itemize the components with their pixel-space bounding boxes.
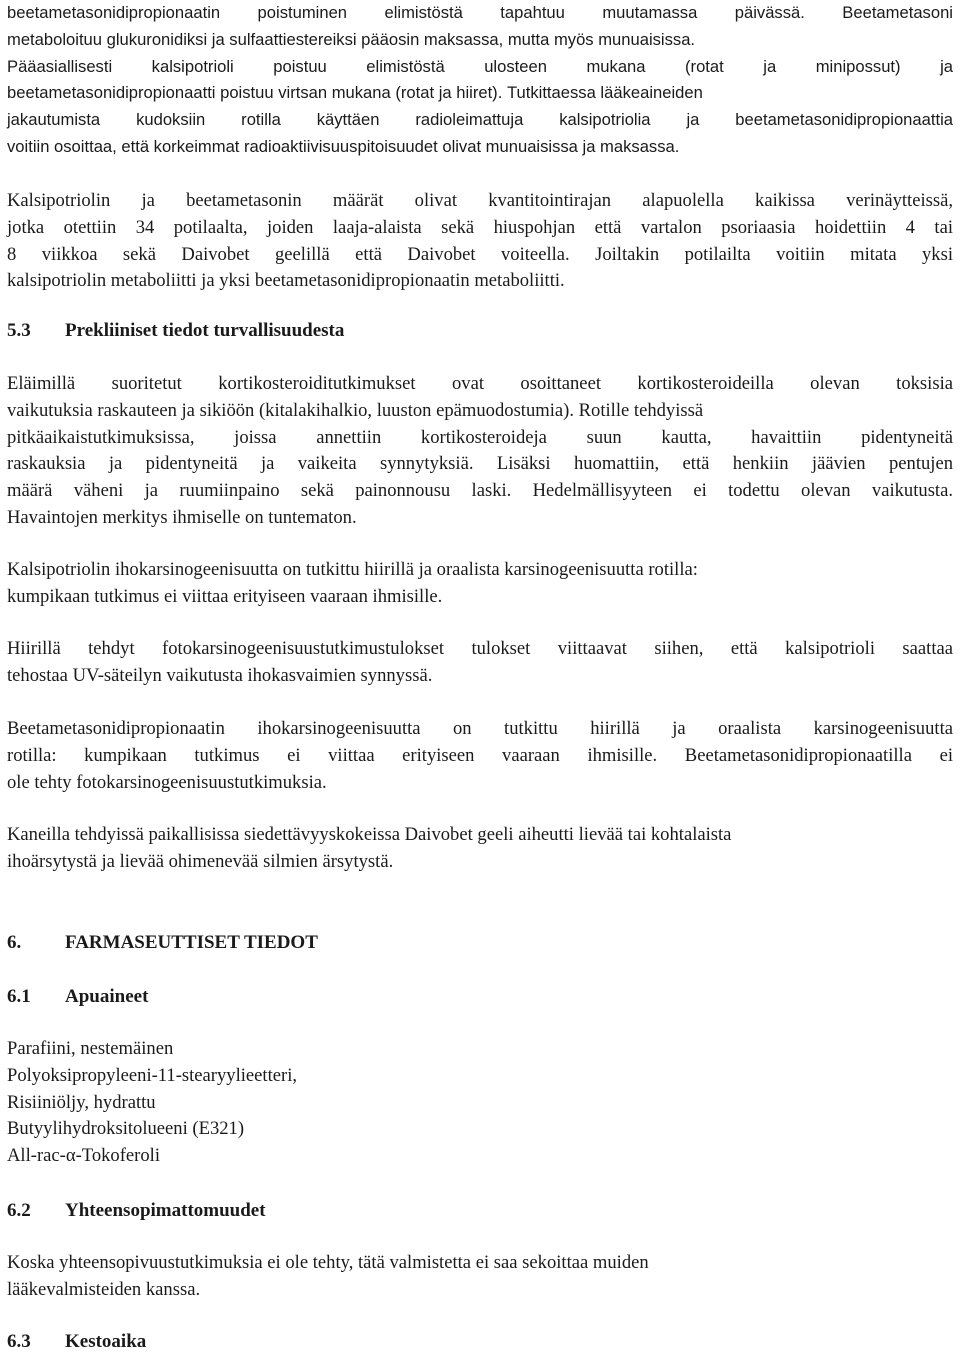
photocarcinogenicity-paragraph (7, 636, 953, 690)
text-line: tehostaa UV-säteilyn vaikutusta ihokasvaimien synnyssä. (7, 664, 433, 686)
section-number: 6.3 (7, 1331, 31, 1352)
text-line: Kaneilla tehdyissä paikallisissa siedettävyyskokeissa Daivobet geeli aiheutti lievää tai kohtalaista (7, 824, 732, 845)
rabbit-tolerance-paragraph (7, 822, 953, 876)
excipients-list (7, 1036, 953, 1170)
animal-studies-paragraph (7, 371, 953, 532)
incompatibilities-paragraph (7, 1250, 953, 1304)
section-title: Yhteensopimattomuudet (65, 1200, 266, 1221)
text-line: Havaintojen merkitys ihmiselle on tuntematon. (7, 506, 357, 528)
section-heading-6-2 (7, 1198, 266, 1224)
kalsipotriol-carcinogenicity-paragraph (7, 557, 953, 611)
section-number: 6. (7, 932, 22, 953)
text-fragment: beetametasonidipropionaatti poistuu virtsan mukana (rotat ja hiiret). (7, 83, 503, 103)
excipient-item: All-rac-α-Tokoferoli (7, 1145, 160, 1167)
section-number: 6.1 (7, 986, 31, 1007)
text-line: ole tehty fotokarsinogeenisuustutkimuksia. (7, 771, 327, 793)
text-line: Beetametasonidipropionaatin ihokarsinogeenisuutta on tutkittu hiirillä ja oraalista karsinogeenisuutta (7, 718, 953, 739)
section-heading-6-1 (7, 984, 148, 1010)
excipient-item: Butyylihydroksitolueeni (E321) (7, 1118, 245, 1140)
betamethasone-carcinogenicity-paragraph (7, 716, 953, 796)
text-line: kalsipotriolin metaboliitti ja yksi beetametasonidipropionaatin metaboliitti. (7, 270, 565, 292)
text-line: 8 viikkoa sekä Daivobet geelillä että Daivobet voiteella. Joiltakin potilailta voitiin mitata yksi (7, 243, 953, 265)
text-line: jotka otettiin 34 potilaalta, joiden laaja-alaista sekä hiuspohjan että vartalon psoriaasia hoidettiin 4 tai (7, 216, 953, 238)
text-line: metaboloituu glukuronidiksi ja sulfaattiestereiksi pääosin maksassa, mutta myös munuaisissa. (7, 29, 696, 49)
section-number: 5.3 (7, 320, 31, 341)
text-line: beetametasonidipropionaatin poistuminen elimistöstä tapahtuu muutamassa päivässä. Beetametasoni (7, 3, 953, 22)
text-line: Hiirillä tehdyt fotokarsinogeenisuustutkimustulokset tulokset viittaavat siihen, että kalsipotrioli saattaa (7, 638, 953, 659)
text-line: raskauksia ja pidentyneitä ja vaikeita synnytyksiä. Lisäksi huomattiin, että henkiin jäävien pentujen (7, 453, 953, 475)
text-fragment: Tutkittaessa lääkeaineiden (506, 83, 703, 103)
section-title: Apuaineet (65, 986, 149, 1007)
text-line: kumpikaan tutkimus ei viittaa erityiseen vaaraan ihmisille. (7, 585, 443, 607)
section-heading-6 (7, 930, 318, 956)
section-title: FARMASEUTTISET TIEDOT (65, 932, 318, 953)
excipient-item: Risiiniöljy, hydrattu (7, 1091, 156, 1113)
section-title: Prekliiniset tiedot turvallisuudesta (65, 320, 345, 341)
text-line: rotilla: kumpikaan tutkimus ei viittaa erityiseen vaaraan ihmisille. Beetametasonidipropionaatilla ei (7, 744, 953, 766)
section-heading-6-3 (7, 1329, 146, 1355)
text-line: lääkevalmisteiden kanssa. (7, 1278, 201, 1300)
section-number: 6.2 (7, 1200, 31, 1221)
text-line: Kalsipotriolin ja beetametasonin määrät olivat kvantitointirajan alapuolella kaikissa verinäytteissä, (7, 190, 953, 211)
section-title: Kestoaika (65, 1331, 147, 1352)
excipient-item: Parafiini, nestemäinen (7, 1038, 174, 1059)
text-line: Kalsipotriolin ihokarsinogeenisuutta on tutkittu hiirillä ja oraalista karsinogeenisuutta rotilla: (7, 559, 698, 580)
text-line: voitiin osoittaa, että korkeimmat radioaktiivisuuspitoisuudet olivat munuaisissa ja maksassa. (7, 136, 680, 156)
text-line: Koska yhteensopivuustutkimuksia ei ole tehty, tätä valmistetta ei saa sekoittaa muiden (7, 1252, 649, 1273)
text-line: Eläimillä suoritetut kortikosteroiditutkimukset ovat osoittaneet kortikosteroideilla olevan toksisia (7, 373, 953, 394)
text-line: vaikutuksia raskauteen ja sikiöön (kitalakihalkio, luuston epämuodostumia). Rotille tehdyissä (7, 399, 704, 421)
text-line: jakautumista kudoksiin rotilla käyttäen radioleimattuja kalsipotriolia ja beetametasonidipropionaattia (7, 110, 953, 130)
pharmacokinetics-paragraph (7, 0, 953, 161)
section-heading-5-3 (7, 318, 344, 344)
text-line: ihoärsytystä ja lievää ohimenevää silmien ärsytystä. (7, 850, 394, 872)
text-line (7, 80, 953, 107)
text-line: Pääasiallisesti kalsipotrioli poistuu elimistöstä ulosteen mukana (rotat ja minipossut) ja (7, 56, 953, 76)
excipient-item: Polyoksipropyleeni-11-stearyylieetteri, (7, 1064, 298, 1086)
text-line: määrä väheni ja ruumiinpaino sekä painonnousu laski. Hedelmällisyyteen ei todettu olevan vaikutusta. (7, 480, 953, 502)
blood-samples-paragraph (7, 188, 953, 295)
text-line: pitkäaikaistutkimuksissa, joissa annettiin kortikosteroideja suun kautta, havaittiin pidentyneitä (7, 426, 953, 448)
